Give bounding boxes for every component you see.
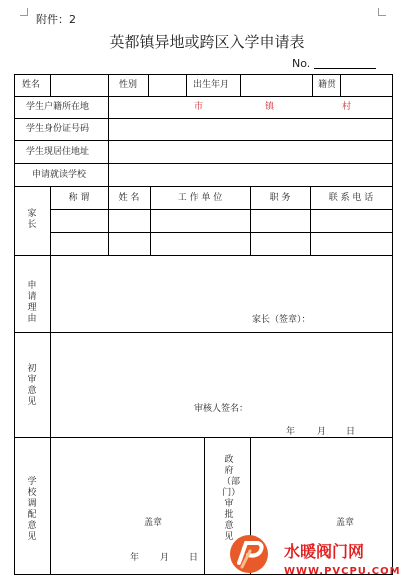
- school-field[interactable]: [109, 164, 391, 185]
- attachment-label: 附件：2: [36, 13, 76, 26]
- id-number-label: 学生身份证号码: [26, 124, 90, 134]
- review-year: 年: [286, 427, 296, 437]
- watermark-brand: 水暖阀门网: [284, 542, 365, 561]
- name-label: 姓名: [22, 80, 41, 90]
- school-seal-label: 盖章: [144, 518, 163, 528]
- gov-seal-label: 盖章: [336, 518, 355, 528]
- parents-label: 家长: [27, 209, 37, 230]
- reviewer-signature-label: 审核人签名：: [194, 404, 249, 414]
- document-title: 英都镇异地或跨区入学申请表: [109, 33, 305, 51]
- watermark-url: WWW.PVCPU.COM: [284, 566, 401, 577]
- school-opinion-field[interactable]: [51, 438, 203, 573]
- parent-col-position: 职 务: [269, 193, 291, 203]
- birth-field[interactable]: [241, 75, 311, 95]
- school-label: 申请就读学校: [32, 170, 87, 180]
- school-opinion-year: 年: [130, 553, 140, 563]
- gender-label: 性别: [119, 80, 138, 90]
- household-town: 镇: [265, 102, 275, 112]
- gov-opinion-label: 政府（部门）审批意见: [222, 455, 241, 542]
- parent-col-workplace: 工 作 单 位: [177, 193, 223, 203]
- watermark-logo-icon: [228, 533, 270, 575]
- name-field[interactable]: [51, 75, 107, 95]
- address-label: 学生现居住地址: [26, 147, 90, 157]
- school-opinion-day: 日: [189, 553, 199, 563]
- watermark: [226, 529, 405, 588]
- page-corner-mark: [20, 8, 28, 16]
- parent-row-1[interactable]: [51, 210, 391, 231]
- id-number-field[interactable]: [109, 119, 391, 139]
- reason-field[interactable]: [51, 256, 391, 331]
- parent-col-name: 姓 名: [118, 193, 140, 203]
- household-village: 村: [342, 102, 352, 112]
- serial-number-field[interactable]: [314, 68, 376, 69]
- school-opinion-label: 学校调配意见: [27, 477, 37, 542]
- review-day: 日: [346, 427, 356, 437]
- parent-col-phone: 联 系 电 话: [328, 193, 374, 203]
- household-city: 市: [194, 102, 204, 112]
- parent-row-2[interactable]: [51, 233, 391, 254]
- household-label: 学生户籍所在地: [26, 102, 90, 112]
- birth-label: 出生年月: [193, 80, 230, 90]
- reason-label: 申请理由: [27, 281, 37, 324]
- native-place-field[interactable]: [341, 75, 391, 95]
- address-field[interactable]: [109, 141, 391, 162]
- review-field[interactable]: [51, 333, 391, 436]
- review-month: 月: [317, 427, 327, 437]
- review-label: 初审意见: [27, 364, 37, 407]
- school-opinion-month: 月: [160, 553, 170, 563]
- serial-number-label: No.: [292, 57, 311, 70]
- gender-field[interactable]: [149, 75, 185, 95]
- parent-col-relation: 称 谓: [68, 193, 90, 203]
- native-place-label: 籍贯: [318, 80, 337, 90]
- page-corner-mark: [378, 8, 386, 16]
- parent-signature-label: 家长（签章）：: [252, 315, 311, 325]
